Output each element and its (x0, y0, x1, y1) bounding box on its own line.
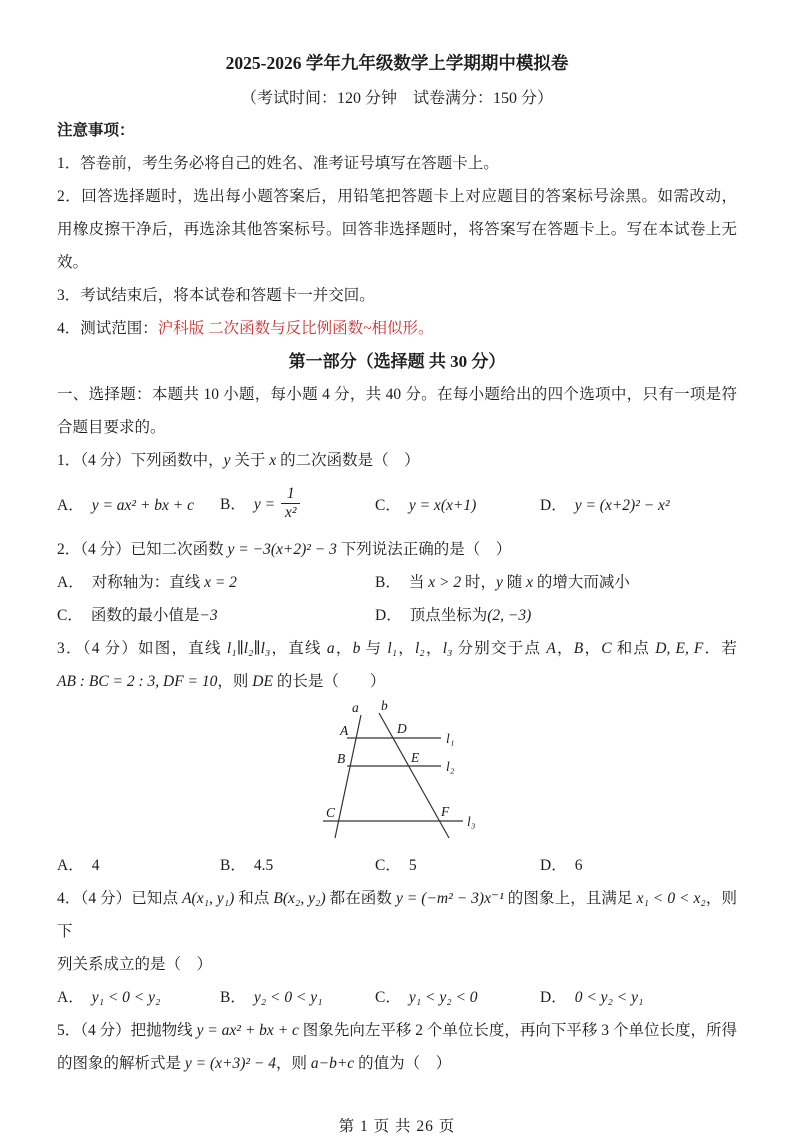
note-item-1: 1．答卷前，考生务必将自己的姓名、准考证号填写在答题卡上。 (57, 155, 499, 172)
question-3-option-c (375, 849, 540, 882)
question-1-stem: 1．（4 分）下列函数中，y 关于 x 的二次函数是（ ） (57, 452, 420, 469)
question-2-option-c (57, 599, 375, 632)
line-b (379, 713, 449, 838)
figure-label-A: A (340, 723, 349, 738)
question-4-option-a (57, 981, 220, 1014)
option-label: D． (540, 496, 567, 514)
option-label: B． (220, 857, 246, 874)
figure-label-l3: l₃ (467, 814, 476, 829)
notes-heading: 注意事项： (57, 122, 135, 139)
question-3-options-row (57, 849, 737, 882)
option-content: y = x(x+1) (408, 496, 477, 514)
question-2-stem: 2．（4 分）已知二次函数 y = −3(x+2)² − 3 下列说法正确的是（ ） (57, 541, 512, 558)
option-content: 5 (408, 857, 417, 874)
figure-label-C: C (326, 805, 336, 820)
option-label: D． (540, 989, 567, 1006)
option-label: C． (375, 989, 401, 1006)
figure-label-b: b (381, 698, 388, 713)
question-4-option-d (540, 981, 737, 1014)
option-label: C． (375, 857, 401, 874)
question-4-stem-line-1: 4．（4 分）已知点 A(x₁, y₁) 和点 B(x₂, y₂) 都在函数 y = (−m² − 3)x⁻¹ 的图象上，且满足 x₁ < 0 < x₂，则下 (57, 890, 737, 940)
option-content: 当 x > 2 时，y 随 x 的增大而减小 (408, 574, 630, 591)
option-label: B． (220, 989, 246, 1006)
question-2-options-row-1 (57, 566, 737, 599)
figure-label-a: a (352, 700, 359, 715)
option-content: 0 < y₂ < y₁ (574, 989, 644, 1006)
question-4-options-row (57, 981, 737, 1014)
section-1-instruction-line-1: 一、选择题：本题共 10 小题，每小题 4 分，共 40 分。在每小题给出的四个选项中，只有一项是符 (57, 386, 737, 403)
option-label: C． (57, 607, 83, 624)
option-content: y = (x+2)² − x² (574, 496, 670, 514)
option-label: A． (57, 857, 84, 874)
question-1-option-c (375, 489, 540, 522)
page-number: 第 1 页 共 26 页 (338, 1118, 456, 1135)
option-label: A． (57, 496, 84, 514)
page-title: 2025-2026 学年九年级数学上学期期中模拟卷 (225, 53, 569, 73)
figure-label-E: E (411, 750, 420, 765)
option-content: y₂ < 0 < y₁ (253, 989, 323, 1006)
question-2-options-row-2 (57, 599, 737, 632)
question-4-stem-line-2: 列关系成立的是（ ） (57, 956, 213, 973)
parallel-lines-figure (295, 700, 510, 845)
figure-label-F: F (441, 804, 450, 819)
question-3-figure (295, 700, 510, 845)
note-item-4: 4．测试范围：沪科版 二次函数与反比例函数~相似形。 (57, 320, 434, 337)
option-label: B． (375, 574, 401, 591)
figure-label-B: B (337, 751, 346, 766)
question-4-option-c (375, 981, 540, 1014)
option-label: A． (57, 574, 84, 591)
note-item-2-line-2: 用橡皮擦干净后，再选涂其他答案标号。回答非选择题时，将答案写在答题卡上。写在本试卷上无 (57, 221, 737, 238)
question-1-options-row (57, 477, 737, 533)
question-3-option-a (57, 849, 220, 882)
option-content: y = ax² + bx + c (91, 496, 194, 514)
question-3-option-b (220, 849, 375, 882)
figure-label-D: D (397, 721, 407, 736)
option-content: 4.5 (253, 857, 274, 874)
option-content: 6 (574, 857, 583, 874)
figure-label-l1: l₁ (446, 731, 455, 746)
question-2-option-d (375, 599, 737, 632)
figure-label-l2: l₂ (446, 759, 455, 774)
question-5-stem-line-2: 的图象的解析式是 y = (x+3)² − 4，则 a−b+c 的值为（ ） (57, 1055, 452, 1072)
option-content: y₁ < 0 < y₂ (91, 989, 161, 1006)
option-label: D． (375, 607, 402, 624)
note-item-3: 3．考试结束后，将本试卷和答题卡一并交回。 (57, 287, 375, 304)
option-content: 函数的最小值是−3 (90, 607, 218, 624)
option-content: 4 (91, 857, 100, 874)
option-content: y = $\frac{1}{\text{x²}}$ (254, 496, 303, 513)
option-content: 顶点坐标为(2, −3) (409, 607, 532, 624)
question-3-stem-line-1: 3．（4 分）如图，直线 l₁∥l₂∥l₃，直线 a，b 与 l₁，l₂，l₃ 分别交于点 A，B，C 和点 D, E, F．若 (57, 640, 737, 657)
note-item-2-line-3: 效。 (57, 254, 89, 271)
option-label: C． (375, 496, 401, 514)
question-2-option-b (375, 566, 737, 599)
option-content: y₁ < y₂ < 0 (408, 989, 478, 1006)
option-content: 对称轴为：直线 x = 2 (91, 574, 237, 591)
option-label: A． (57, 989, 84, 1006)
question-1-option-a (57, 489, 220, 522)
question-1-option-b (220, 484, 375, 524)
question-4-option-b (220, 981, 375, 1014)
question-3-option-d (540, 849, 737, 882)
option-label: B． (220, 495, 246, 513)
question-3-stem-line-2: AB : BC = 2 : 3, DF = 10，则 DE 的长是（ ） (57, 673, 386, 690)
option-label: D． (540, 857, 567, 874)
question-1-option-d (540, 489, 737, 522)
section-1-heading: 第一部分（选择题 共 30 分） (288, 352, 506, 371)
note-item-2-line-1: 2．回答选择题时，选出每小题答案后，用铅笔把答题卡上对应题目的答案标号涂黑。如需改动， (57, 188, 737, 205)
exam-info: （考试时间：120 分钟 试卷满分：150 分） (240, 90, 553, 107)
question-2-option-a (57, 566, 375, 599)
question-5-stem-line-1: 5．（4 分）把抛物线 y = ax² + bx + c 图象先向左平移 2 个单位长度，再向下平移 3 个单位长度，所得 (57, 1022, 737, 1039)
section-1-instruction-line-2: 合题目要求的。 (57, 419, 166, 436)
